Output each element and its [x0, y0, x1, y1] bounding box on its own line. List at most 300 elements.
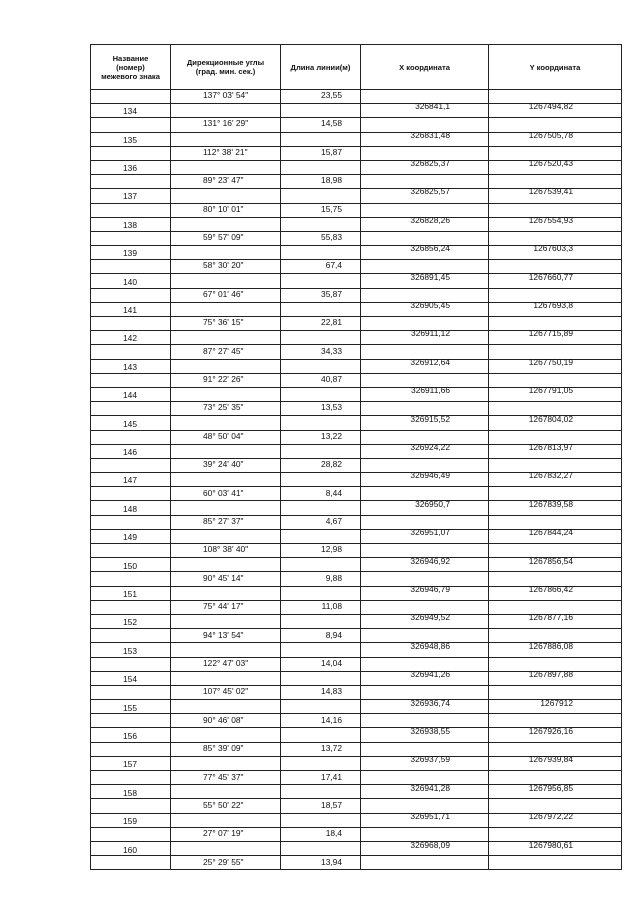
table-cell — [361, 544, 489, 558]
table-cell — [361, 515, 489, 529]
table-row-segment — [91, 544, 622, 558]
table-cell — [489, 246, 622, 260]
table-cell — [281, 558, 361, 572]
table-cell — [489, 413, 622, 430]
table-cell — [361, 260, 489, 274]
table-cell — [281, 146, 361, 160]
table-cell — [171, 90, 281, 104]
table-cell — [361, 728, 489, 742]
table-cell — [361, 827, 489, 841]
table-cell — [91, 827, 171, 841]
length-cell: 28,82 — [321, 459, 342, 470]
header-y — [489, 45, 622, 90]
length-cell: 34,33 — [321, 345, 342, 356]
point-name-cell: 135 — [123, 134, 137, 145]
table-cell — [361, 487, 489, 501]
table-cell — [281, 671, 361, 685]
table-cell — [281, 217, 361, 231]
x-coordinate-cell: 326951,71 — [410, 811, 450, 822]
table-cell — [171, 416, 281, 430]
table-cell — [281, 118, 361, 132]
table-cell — [281, 317, 361, 331]
y-coordinate-cell: 1267750,19 — [528, 356, 573, 367]
table-cell — [281, 728, 361, 742]
x-coordinate-cell: 326941,26 — [410, 669, 450, 680]
x-coordinate-cell: 326831,48 — [410, 129, 450, 140]
x-coordinate-cell: 326950,7 — [415, 498, 450, 509]
table-cell — [361, 402, 489, 416]
table-cell — [361, 373, 489, 387]
table-cell — [171, 714, 281, 728]
table-cell — [281, 430, 361, 444]
table-cell — [171, 331, 281, 345]
table-cell — [171, 160, 281, 174]
table-cell — [171, 657, 281, 671]
table-cell — [489, 430, 622, 444]
table-cell — [361, 640, 489, 657]
table-cell — [171, 586, 281, 600]
y-coordinate-cell: 1267804,02 — [528, 413, 573, 424]
table-cell — [171, 217, 281, 231]
table-cell — [171, 302, 281, 316]
x-coordinate-cell: 326856,24 — [410, 243, 450, 254]
table-cell — [91, 856, 171, 870]
table-cell — [489, 671, 622, 685]
table-cell — [91, 217, 171, 231]
table-cell — [281, 416, 361, 430]
length-cell: 13,22 — [321, 430, 342, 441]
table-cell — [91, 756, 171, 770]
table-cell — [91, 373, 171, 387]
table-cell — [361, 129, 489, 146]
x-coordinate-cell: 326891,45 — [410, 271, 450, 282]
table-cell — [361, 555, 489, 572]
table-cell — [281, 742, 361, 756]
table-row-point — [91, 189, 622, 203]
bearing-cell: 67° 01' 46" — [203, 288, 244, 299]
table-row-point — [91, 104, 622, 118]
y-coordinate-cell: 1267856,54 — [528, 555, 573, 566]
table-cell — [361, 246, 489, 260]
table-cell — [489, 458, 622, 472]
y-coordinate-cell: 1267494,82 — [528, 101, 573, 112]
table-cell — [91, 529, 171, 543]
table-row-segment — [91, 317, 622, 331]
point-name-cell: 157 — [123, 759, 137, 770]
x-coordinate-cell: 326912,64 — [410, 356, 450, 367]
y-coordinate-cell: 1267715,89 — [528, 328, 573, 339]
table-cell — [281, 771, 361, 785]
y-coordinate-cell: 1267972,22 — [528, 811, 573, 822]
table-cell — [91, 387, 171, 401]
length-cell: 13,53 — [321, 402, 342, 413]
point-name-cell: 158 — [123, 787, 137, 798]
length-cell: 14,58 — [321, 118, 342, 129]
table-cell — [489, 214, 622, 231]
header-line: (номер) — [116, 62, 145, 72]
point-name-cell: 155 — [123, 702, 137, 713]
table-cell — [361, 214, 489, 231]
table-cell — [361, 356, 489, 373]
x-coordinate-cell: 326841,1 — [415, 101, 450, 112]
bearing-cell: 55° 50' 22" — [203, 800, 244, 810]
length-cell: 8,44 — [325, 487, 342, 498]
y-coordinate-cell: 1267866,42 — [528, 584, 573, 594]
table-cell — [361, 288, 489, 302]
point-name-cell: 153 — [123, 645, 137, 656]
x-coordinate-cell: 326828,26 — [410, 214, 450, 225]
table-row-segment — [91, 458, 622, 472]
table-cell — [91, 685, 171, 699]
table-header-row — [91, 45, 622, 90]
table-cell — [361, 302, 489, 316]
table-cell — [281, 629, 361, 643]
table-row-segment — [91, 629, 622, 643]
table-cell — [91, 671, 171, 685]
y-coordinate-cell: 1267539,41 — [528, 186, 573, 197]
table-cell — [171, 260, 281, 274]
table-cell — [171, 430, 281, 444]
bearing-cell: 94° 13' 54" — [203, 629, 244, 640]
table-cell — [91, 175, 171, 189]
y-coordinate-cell: 1267603,3 — [533, 243, 573, 254]
point-name-cell: 143 — [123, 361, 137, 372]
coordinates-table — [90, 44, 622, 870]
table-cell — [281, 473, 361, 487]
table-cell — [171, 373, 281, 387]
table-cell — [489, 345, 622, 359]
table-cell — [91, 416, 171, 430]
table-cell — [281, 387, 361, 401]
table-cell — [171, 317, 281, 331]
bearing-cell: 80° 10' 01" — [203, 203, 244, 214]
x-coordinate-cell: 326946,49 — [410, 470, 450, 481]
table-cell — [281, 132, 361, 146]
table-cell — [489, 771, 622, 785]
table-row-segment — [91, 288, 622, 302]
table-row-segment — [91, 203, 622, 217]
table-row-segment — [91, 402, 622, 416]
y-coordinate-cell: 1267877,16 — [528, 612, 573, 623]
table-row-segment — [91, 799, 622, 813]
table-cell — [489, 827, 622, 841]
table-cell — [361, 146, 489, 160]
table-cell — [281, 643, 361, 657]
table-cell — [91, 501, 171, 515]
table-row-segment — [91, 742, 622, 756]
table-cell — [91, 231, 171, 245]
table-row-point — [91, 246, 622, 260]
table-cell — [489, 175, 622, 189]
table-row-segment — [91, 685, 622, 699]
bearing-cell: 27° 07' 19" — [203, 828, 244, 839]
table-cell — [281, 402, 361, 416]
table-row-segment — [91, 856, 622, 870]
table-row-segment — [91, 118, 622, 132]
x-coordinate-cell: 326949,52 — [410, 612, 450, 623]
table-cell — [281, 600, 361, 614]
table-cell — [361, 160, 489, 174]
table-cell — [489, 515, 622, 529]
table-cell — [91, 600, 171, 614]
point-name-cell: 136 — [123, 163, 137, 173]
table-cell — [171, 841, 281, 855]
table-cell — [171, 515, 281, 529]
table-cell — [489, 288, 622, 302]
table-row-segment — [91, 657, 622, 671]
table-cell — [171, 458, 281, 472]
table-cell — [361, 529, 489, 543]
y-coordinate-cell: 1267554,93 — [528, 214, 573, 225]
table-cell — [489, 118, 622, 132]
table-cell — [361, 742, 489, 756]
table-cell — [489, 714, 622, 728]
x-coordinate-cell: 326905,45 — [410, 300, 450, 310]
table-cell — [171, 444, 281, 458]
table-cell — [281, 685, 361, 699]
header-bearing — [171, 45, 281, 90]
table-cell — [91, 586, 171, 600]
table-cell — [281, 458, 361, 472]
table-cell — [489, 799, 622, 813]
y-coordinate-cell: 1267844,24 — [528, 527, 573, 538]
table-cell — [489, 260, 622, 274]
bearing-cell: 85° 27' 37" — [203, 516, 244, 526]
table-row-segment — [91, 345, 622, 359]
table-cell — [91, 288, 171, 302]
table-cell — [171, 104, 281, 118]
length-cell: 15,87 — [321, 146, 342, 157]
point-name-cell: 141 — [123, 305, 137, 315]
y-coordinate-cell: 1267693,8 — [533, 300, 573, 310]
table-row-point — [91, 614, 622, 628]
x-coordinate-cell: 326911,66 — [411, 385, 450, 396]
table-row-point — [91, 444, 622, 458]
table-cell — [489, 356, 622, 373]
table-cell — [361, 586, 489, 600]
table-cell — [281, 260, 361, 274]
length-cell: 11,08 — [321, 601, 342, 612]
length-cell: 55,83 — [321, 232, 342, 242]
table-cell — [489, 657, 622, 671]
table-cell — [91, 813, 171, 827]
table-cell — [91, 785, 171, 799]
table-cell — [91, 430, 171, 444]
table-cell — [91, 700, 171, 714]
table-cell — [91, 402, 171, 416]
table-cell — [171, 231, 281, 245]
table-row-point — [91, 841, 622, 855]
point-name-cell: 142 — [123, 333, 137, 344]
table-cell — [171, 132, 281, 146]
table-cell — [489, 756, 622, 770]
bearing-cell: 90° 45' 14" — [203, 572, 244, 583]
table-cell — [361, 813, 489, 827]
bearing-cell: 131° 16' 29" — [203, 118, 249, 129]
table-cell — [91, 841, 171, 855]
point-name-cell: 134 — [123, 106, 137, 117]
length-cell: 17,41 — [321, 771, 342, 782]
table-cell — [361, 458, 489, 472]
length-cell: 4,67 — [325, 516, 342, 526]
table-cell — [281, 288, 361, 302]
table-cell — [489, 640, 622, 657]
y-coordinate-cell: 1267520,43 — [528, 158, 573, 168]
table-cell — [489, 498, 622, 515]
table-cell — [171, 856, 281, 870]
table-cell — [171, 246, 281, 260]
bearing-cell: 122° 47' 03" — [203, 658, 249, 668]
y-coordinate-cell: 1267939,84 — [528, 754, 573, 765]
table-cell — [361, 413, 489, 430]
header-line: межевого знака — [101, 71, 160, 81]
table-cell — [489, 302, 622, 316]
y-coordinate-cell: 1267660,77 — [528, 271, 573, 282]
point-name-cell: 147 — [123, 475, 137, 486]
bearing-cell: 137° 03' 54" — [203, 90, 249, 100]
table-cell — [489, 473, 622, 487]
table-row-segment — [91, 771, 622, 785]
table-cell — [171, 118, 281, 132]
table-cell — [171, 827, 281, 841]
length-cell: 14,04 — [321, 658, 342, 668]
table-row-point — [91, 274, 622, 288]
table-cell — [361, 387, 489, 401]
table-cell — [489, 203, 622, 217]
table-cell — [361, 175, 489, 189]
table-cell — [91, 132, 171, 146]
point-name-cell: 152 — [123, 617, 137, 628]
table-row-point — [91, 331, 622, 345]
table-cell — [171, 387, 281, 401]
x-coordinate-cell: 326825,57 — [410, 186, 450, 197]
table-cell — [361, 317, 489, 331]
table-cell — [91, 771, 171, 785]
table-cell — [281, 614, 361, 628]
table-row-segment — [91, 231, 622, 245]
table-cell — [361, 697, 489, 714]
table-cell — [171, 728, 281, 742]
table-cell — [489, 402, 622, 416]
table-cell — [171, 614, 281, 628]
bearing-cell: 87° 27' 45" — [203, 345, 244, 356]
table-cell — [171, 402, 281, 416]
table-cell — [171, 359, 281, 373]
table-cell — [489, 742, 622, 756]
point-name-cell: 140 — [123, 276, 137, 287]
y-coordinate-cell: 1267897,88 — [528, 669, 573, 680]
table-cell — [171, 813, 281, 827]
table-cell — [91, 473, 171, 487]
table-cell — [171, 771, 281, 785]
header-line: X координата — [399, 62, 450, 72]
header-x — [361, 45, 489, 90]
table-cell — [361, 331, 489, 345]
table-cell — [489, 189, 622, 203]
table-cell — [361, 572, 489, 586]
x-coordinate-cell: 326825,37 — [410, 158, 450, 168]
table-cell — [171, 785, 281, 799]
table-cell — [281, 572, 361, 586]
table-cell — [91, 458, 171, 472]
table-row-point — [91, 728, 622, 742]
table-cell — [171, 685, 281, 699]
x-coordinate-cell: 326911,12 — [411, 328, 450, 339]
table-cell — [281, 444, 361, 458]
table-row-point — [91, 785, 622, 799]
table-cell — [281, 544, 361, 558]
table-row-segment — [91, 430, 622, 444]
table-cell — [361, 714, 489, 728]
table-cell — [171, 487, 281, 501]
table-cell — [281, 501, 361, 515]
point-name-cell: 146 — [123, 447, 137, 457]
table-cell — [489, 104, 622, 118]
bearing-cell: 75° 44' 17" — [203, 601, 244, 612]
y-coordinate-cell: 1267832,27 — [528, 470, 573, 481]
table-row-point — [91, 473, 622, 487]
table-cell — [361, 614, 489, 628]
table-cell — [91, 544, 171, 558]
table-cell — [361, 90, 489, 104]
table-cell — [281, 359, 361, 373]
table-cell — [489, 231, 622, 245]
table-cell — [489, 555, 622, 572]
table-cell — [361, 203, 489, 217]
table-cell — [489, 544, 622, 558]
table-cell — [91, 487, 171, 501]
table-cell — [171, 544, 281, 558]
length-cell: 18,4 — [325, 828, 342, 839]
x-coordinate-cell: 326948,86 — [410, 640, 450, 651]
table-row-point — [91, 558, 622, 572]
table-cell — [489, 782, 622, 799]
x-coordinate-cell: 326936,74 — [410, 697, 450, 708]
table-cell — [171, 742, 281, 756]
table-cell — [361, 856, 489, 870]
table-cell — [281, 487, 361, 501]
table-cell — [489, 697, 622, 714]
table-cell — [171, 643, 281, 657]
table-cell — [91, 614, 171, 628]
table-cell — [171, 572, 281, 586]
table-cell — [489, 90, 622, 104]
bearing-cell: 91° 22' 26" — [203, 374, 244, 384]
y-coordinate-cell: 1267886,08 — [528, 640, 573, 651]
table-row-point — [91, 359, 622, 373]
bearing-cell: 75° 36' 15" — [203, 317, 244, 328]
table-row-segment — [91, 175, 622, 189]
table-cell — [171, 146, 281, 160]
length-cell: 23,55 — [321, 90, 342, 100]
table-cell — [361, 473, 489, 487]
table-cell — [489, 813, 622, 827]
table-cell — [489, 317, 622, 331]
table-cell — [91, 189, 171, 203]
table-cell — [281, 345, 361, 359]
table-cell — [489, 600, 622, 614]
header-line: Название — [112, 53, 149, 63]
table-cell — [281, 586, 361, 600]
x-coordinate-cell: 326915,52 — [410, 413, 450, 424]
bearing-cell: 77° 45' 37" — [203, 771, 244, 782]
bearing-cell: 107° 45' 02" — [203, 686, 249, 697]
table-cell — [361, 685, 489, 699]
table-cell — [361, 444, 489, 458]
x-coordinate-cell: 326924,22 — [410, 442, 450, 452]
point-name-cell: 160 — [123, 844, 137, 855]
table-row-segment — [91, 146, 622, 160]
